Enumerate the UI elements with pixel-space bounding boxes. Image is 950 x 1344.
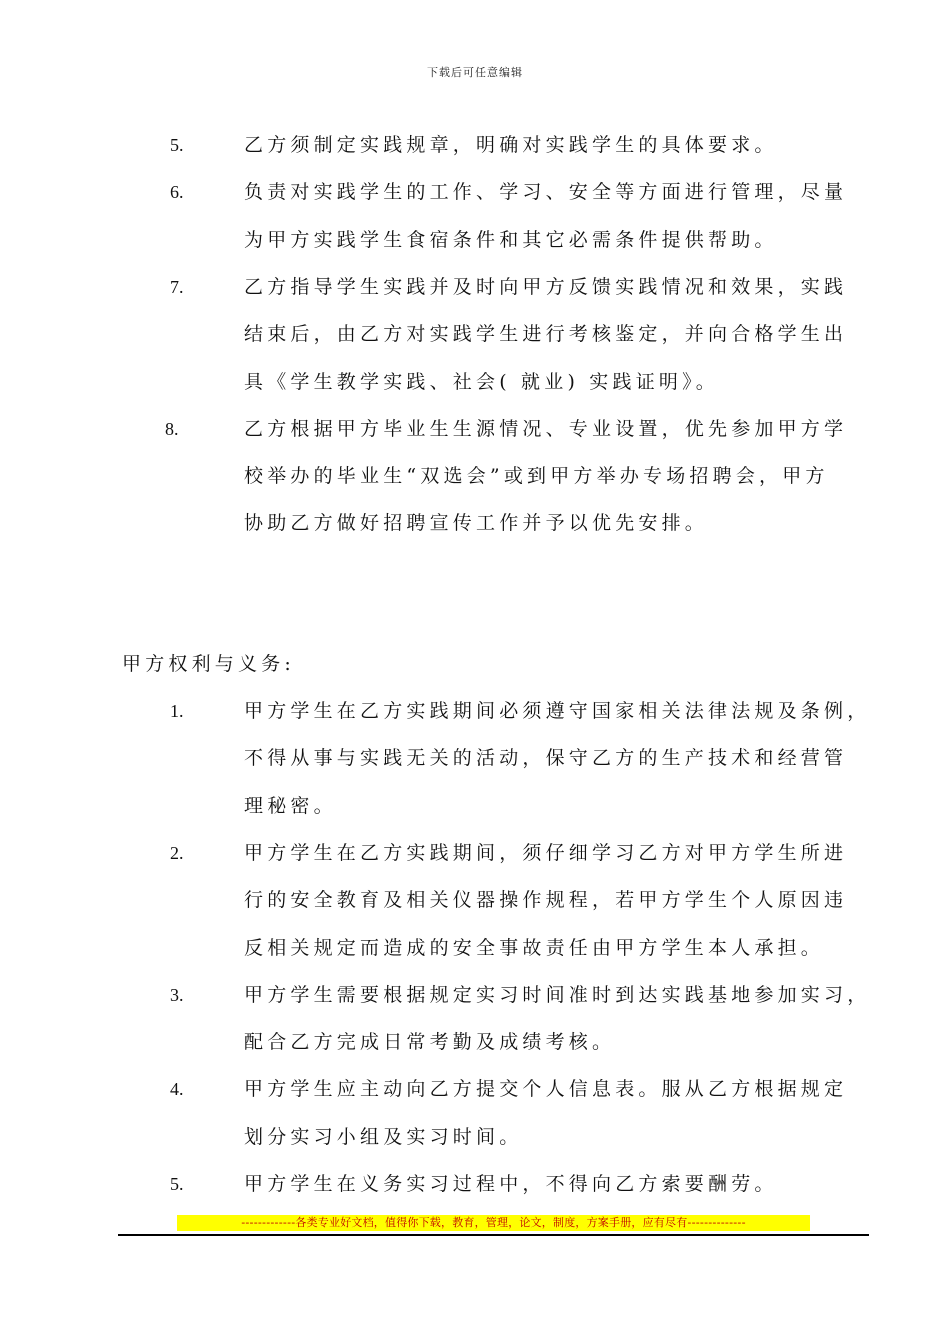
item-text-line: 负责对实践学生的工作、学习、安全等方面进行管理，尽量 [244, 181, 848, 204]
item-text-line: 校举办的毕业生“双选会”或到甲方举办专场招聘会，甲方 [244, 465, 829, 488]
section-title: 甲方权利与义务: [122, 653, 296, 675]
item-text-line: 划分实习小组及实习时间。 [244, 1125, 523, 1148]
footer-divider [118, 1234, 869, 1236]
item-text-line: 甲方学生在义务实习过程中，不得向乙方索要酬劳。 [244, 1173, 778, 1195]
item-text-line: 甲方学生在乙方实践期间，须仔细学习乙方对甲方学生所进 [244, 841, 848, 864]
item-number: 5. [170, 135, 184, 155]
item-text-line: 结束后，由乙方对实践学生进行考核鉴定，并向合格学生出 [244, 323, 848, 346]
item-text-line: 理秘密。 [244, 794, 337, 817]
item-text-line: 为甲方实践学生食宿条件和其它必需条件提供帮助。 [244, 228, 778, 251]
footer-banner: -------------各类专业好文档，值得你下载，教育，管理，论文，制度，方案手册，应有尽有-------------- [177, 1215, 810, 1231]
item-text-line: 甲方学生需要根据规定实习时间准时到达实践基地参加实习， [244, 983, 871, 1006]
item-number: 8. [165, 418, 179, 439]
item-text-line: 行的安全教育及相关仪器操作规程，若甲方学生个人原因违 [244, 889, 848, 912]
item-number: 1. [170, 701, 184, 721]
item-text-line: 协助乙方做好招聘宣传工作并予以优先安排。 [244, 512, 709, 535]
item-number: 6. [170, 182, 184, 203]
page-header: 下载后可任意编辑 [427, 66, 523, 79]
item-number: 4. [170, 1079, 184, 1100]
item-number: 3. [170, 984, 184, 1005]
item-text-line: 具《学生教学实践、社会( 就业) 实践证明》。 [244, 370, 720, 393]
item-number: 7. [170, 276, 184, 297]
item-number: 2. [170, 842, 184, 863]
item-text-line: 反相关规定而造成的安全事故责任由甲方学生本人承担。 [244, 936, 825, 959]
item-text-line: 不得从事与实践无关的活动，保守乙方的生产技术和经营管 [244, 747, 848, 770]
item-number: 5. [170, 1174, 184, 1194]
item-text-line: 甲方学生应主动向乙方提交个人信息表。服从乙方根据规定 [244, 1078, 848, 1101]
item-text-line: 乙方须制定实践规章，明确对实践学生的具体要求。 [244, 134, 778, 156]
item-text-line: 配合乙方完成日常考勤及成绩考核。 [244, 1031, 616, 1054]
item-text-line: 乙方指导学生实践并及时向甲方反馈实践情况和效果，实践 [244, 275, 848, 298]
item-text-line: 乙方根据甲方毕业生生源情况、专业设置，优先参加甲方学 [244, 417, 848, 440]
item-text-line: 甲方学生在乙方实践期间必须遵守国家相关法律法规及条例， [244, 700, 871, 722]
